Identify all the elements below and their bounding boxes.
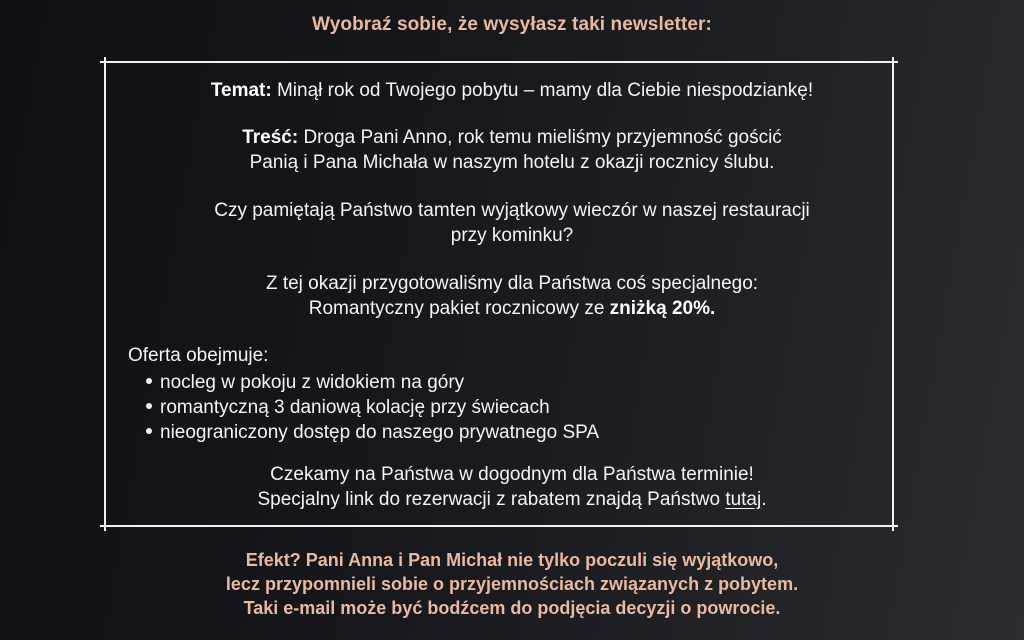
- list-item: romantyczną 3 daniową kolację przy świecach: [146, 395, 599, 420]
- footer-line-2: lecz przypomnieli sobie o przyjemnościach związanych z pobytem.: [225, 574, 799, 594]
- corner-crosshair-icon: [100, 521, 110, 531]
- closing-line-1: Czekamy na Państwa w dogodnym dla Państwa terminie!: [270, 464, 754, 485]
- body-label: Treść:: [242, 127, 299, 148]
- page-heading: Wyobraź sobie, że wysyłasz taki newsletter:: [312, 14, 712, 35]
- body-text-1: Droga Pani Anno, rok temu mieliśmy przyjemność gościć: [298, 127, 782, 148]
- subject-text: Minął rok od Twojego pobytu – mamy dla Ciebie niespodziankę!: [271, 80, 814, 101]
- body-line-2: Panią i Pana Michała w naszym hotelu z okazji rocznicy ślubu.: [249, 152, 775, 173]
- offer-line-1: Z tej okazji przygotowaliśmy dla Państwa coś specjalnego:: [265, 273, 759, 294]
- offer-line-2: [0, 298, 1024, 320]
- includes-title: Oferta obejmuje:: [128, 345, 269, 366]
- subject-line: [0, 80, 1024, 102]
- closing-line-2: Specjalny link do rezerwacji z rabatem znajdą Państwo tutaj.: [257, 489, 767, 510]
- corner-crosshair-icon: [888, 521, 898, 531]
- discount-highlight: zniżką 20%.: [609, 298, 716, 319]
- corner-crosshair-icon: [100, 57, 110, 67]
- bullet-icon: [146, 378, 152, 384]
- list-item: nieograniczony dostęp do naszego prywatnego SPA: [146, 420, 599, 445]
- list-item: nocleg w pokoju z widokiem na góry: [146, 370, 599, 395]
- closing-text: Specjalny link do rezerwacji z rabatem znajdą Państwo: [257, 489, 726, 510]
- memory-line-2: przy kominku?: [450, 225, 574, 246]
- footer-line-1: Efekt? Pani Anna i Pan Michał nie tylko poczuli się wyjątkowo,: [245, 550, 779, 570]
- includes-list: [146, 370, 599, 445]
- bullet-icon: [146, 403, 152, 409]
- bullet-icon: [146, 428, 152, 434]
- offer-text: Romantyczny pakiet rocznicowy ze: [308, 298, 610, 319]
- memory-line-1: Czy pamiętają Państwo tamten wyjątkowy wieczór w naszej restauracji: [214, 200, 810, 221]
- body-line-1: [0, 127, 1024, 149]
- footer-line-3: Taki e-mail może być bodźcem do podjęcia decyzji o powrocie.: [243, 598, 781, 618]
- corner-crosshair-icon: [888, 57, 898, 67]
- subject-label: Temat:: [210, 80, 272, 101]
- reservation-link[interactable]: tutaj: [725, 489, 762, 510]
